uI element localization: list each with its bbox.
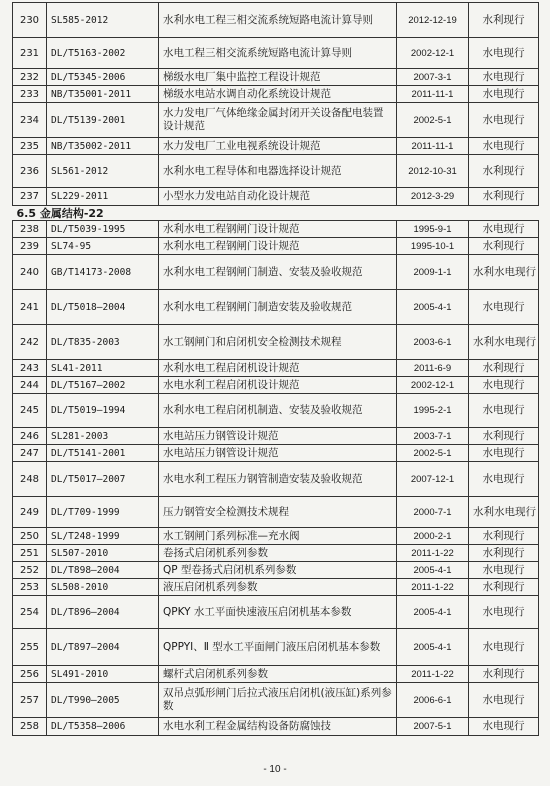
standard-title: 水利水电工程启闭机制造、安装及验收规范 — [159, 394, 397, 428]
table-row — [13, 629, 539, 666]
standard-title: 双吊点弧形闸门后拉式液压启闭机(液压缸)系列参数 — [159, 683, 397, 718]
standard-code: NB/T35001-2011 — [47, 86, 159, 103]
standard-title: QP 型卷扬式启闭机系列参数 — [159, 562, 397, 579]
row-number: 246 — [13, 428, 47, 445]
standard-code: SL491-2010 — [47, 666, 159, 683]
row-number: 257 — [13, 683, 47, 718]
standard-title: QPPYⅠ、Ⅱ 型水工平面闸门液压启闭机基本参数 — [159, 629, 397, 666]
standard-code: DL/T896—2004 — [47, 596, 159, 629]
standard-status: 水电现行 — [469, 596, 539, 629]
standard-code: DL/T5358—2006 — [47, 718, 159, 736]
table-row — [13, 377, 539, 394]
section-row-group — [13, 206, 539, 221]
table-row — [13, 69, 539, 86]
standard-title: 梯级水电厂集中监控工程设计规范 — [159, 69, 397, 86]
effective-date: 2012-10-31 — [397, 155, 469, 188]
standard-code: SL585-2012 — [47, 3, 159, 38]
row-number: 249 — [13, 497, 47, 528]
table-row — [13, 462, 539, 497]
table-row — [13, 497, 539, 528]
standard-code: DL/T5017—2007 — [47, 462, 159, 497]
standard-status: 水利现行 — [469, 666, 539, 683]
row-number: 242 — [13, 325, 47, 360]
standard-title: 水电站压力钢管设计规范 — [159, 428, 397, 445]
standard-status: 水利现行 — [469, 155, 539, 188]
standard-title: 水工钢闸门和启闭机安全检测技术规程 — [159, 325, 397, 360]
table-row — [13, 562, 539, 579]
standard-status: 水电现行 — [469, 718, 539, 736]
effective-date: 2005-4-1 — [397, 290, 469, 325]
page-number: - 10 - — [263, 764, 287, 775]
standard-code: DL/T897—2004 — [47, 629, 159, 666]
standard-title: 压力钢管安全检测技术规程 — [159, 497, 397, 528]
row-number: 252 — [13, 562, 47, 579]
standard-code: SL41-2011 — [47, 360, 159, 377]
effective-date: 2011-1-22 — [397, 666, 469, 683]
standard-status: 水利水电现行 — [469, 497, 539, 528]
standards-table — [12, 2, 539, 736]
row-number: 233 — [13, 86, 47, 103]
standard-status: 水电现行 — [469, 629, 539, 666]
effective-date: 2009-1-1 — [397, 255, 469, 290]
standard-code: SL229-2011 — [47, 188, 159, 206]
effective-date: 2011-1-22 — [397, 579, 469, 596]
standard-code: DL/T5345-2006 — [47, 69, 159, 86]
table-row — [13, 596, 539, 629]
standard-title: 水电工程三相交流系统短路电流计算导则 — [159, 38, 397, 69]
standard-status: 水电现行 — [469, 138, 539, 155]
effective-date: 2006-6-1 — [397, 683, 469, 718]
standard-status: 水利现行 — [469, 360, 539, 377]
row-number: 244 — [13, 377, 47, 394]
effective-date: 2003-7-1 — [397, 428, 469, 445]
row-number: 230 — [13, 3, 47, 38]
standard-code: SL508-2010 — [47, 579, 159, 596]
row-number: 247 — [13, 445, 47, 462]
effective-date: 2011-11-1 — [397, 86, 469, 103]
standard-status: 水利现行 — [469, 545, 539, 562]
table-row — [13, 290, 539, 325]
standard-status: 水电现行 — [469, 377, 539, 394]
table-body-before — [13, 3, 539, 206]
effective-date: 2011-11-1 — [397, 138, 469, 155]
standard-title: 液压启闭机系列参数 — [159, 579, 397, 596]
standard-status: 水电现行 — [469, 445, 539, 462]
section-heading: 6.5 金属结构-22 — [13, 206, 539, 221]
table-row — [13, 718, 539, 736]
table-row — [13, 38, 539, 69]
row-number: 253 — [13, 579, 47, 596]
standard-code: SL507-2010 — [47, 545, 159, 562]
row-number: 231 — [13, 38, 47, 69]
row-number: 238 — [13, 221, 47, 238]
effective-date: 2005-4-1 — [397, 596, 469, 629]
standard-status: 水电现行 — [469, 221, 539, 238]
standard-status: 水利现行 — [469, 238, 539, 255]
row-number: 237 — [13, 188, 47, 206]
standard-title: 水利水电工程启闭机设计规范 — [159, 360, 397, 377]
row-number: 234 — [13, 103, 47, 138]
row-number: 248 — [13, 462, 47, 497]
effective-date: 2002-5-1 — [397, 103, 469, 138]
table-row — [13, 428, 539, 445]
effective-date: 2002-12-1 — [397, 377, 469, 394]
standard-title: 水利水电工程钢闸门设计规范 — [159, 221, 397, 238]
standard-status: 水电现行 — [469, 462, 539, 497]
standard-code: DL/T5018—2004 — [47, 290, 159, 325]
row-number: 254 — [13, 596, 47, 629]
table-row — [13, 221, 539, 238]
row-number: 245 — [13, 394, 47, 428]
standard-code: DL/T835-2003 — [47, 325, 159, 360]
standard-title: 水电站压力钢管设计规范 — [159, 445, 397, 462]
table-row — [13, 3, 539, 38]
row-number: 251 — [13, 545, 47, 562]
row-number: 240 — [13, 255, 47, 290]
row-number: 258 — [13, 718, 47, 736]
table-row — [13, 394, 539, 428]
row-number: 236 — [13, 155, 47, 188]
standard-title: 水力发电厂气体绝缘金属封闭开关设备配电装置设计规范 — [159, 103, 397, 138]
standard-title: 水电水利工程压力钢管制造安装及验收规范 — [159, 462, 397, 497]
table-row — [13, 138, 539, 155]
effective-date: 1995-10-1 — [397, 238, 469, 255]
standard-code: DL/T5141-2001 — [47, 445, 159, 462]
effective-date: 1995-9-1 — [397, 221, 469, 238]
standard-title: 卷扬式启闭机系列参数 — [159, 545, 397, 562]
standard-title: 水利水电工程钢闸门制造、安装及验收规范 — [159, 255, 397, 290]
standard-code: SL281-2003 — [47, 428, 159, 445]
table-body-after — [13, 221, 539, 736]
row-number: 255 — [13, 629, 47, 666]
effective-date: 2003-6-1 — [397, 325, 469, 360]
effective-date: 2012-12-19 — [397, 3, 469, 38]
effective-date: 2005-4-1 — [397, 629, 469, 666]
standard-status: 水电现行 — [469, 683, 539, 718]
effective-date: 2007-3-1 — [397, 69, 469, 86]
standard-title: 水利水电工程钢闸门制造安装及验收规范 — [159, 290, 397, 325]
effective-date: 2007-12-1 — [397, 462, 469, 497]
standard-title: 水利水电工程导体和电器选择设计规范 — [159, 155, 397, 188]
standard-title: 螺杆式启闭机系列参数 — [159, 666, 397, 683]
row-number: 250 — [13, 528, 47, 545]
standard-status: 水电现行 — [469, 86, 539, 103]
effective-date: 2002-12-1 — [397, 38, 469, 69]
standard-title: 小型水力发电站自动化设计规范 — [159, 188, 397, 206]
effective-date: 2007-5-1 — [397, 718, 469, 736]
section-heading-row — [13, 206, 539, 221]
table-row — [13, 666, 539, 683]
table-row — [13, 579, 539, 596]
effective-date: 2000-2-1 — [397, 528, 469, 545]
standard-title: 水电水利工程启闭机设计规范 — [159, 377, 397, 394]
table-row — [13, 255, 539, 290]
standard-status: 水电现行 — [469, 38, 539, 69]
standard-code: DL/T5167—2002 — [47, 377, 159, 394]
standard-code: DL/T5163-2002 — [47, 38, 159, 69]
row-number: 241 — [13, 290, 47, 325]
table-row — [13, 238, 539, 255]
table-row — [13, 445, 539, 462]
table-row — [13, 325, 539, 360]
standard-status: 水电现行 — [469, 394, 539, 428]
effective-date: 2011-1-22 — [397, 545, 469, 562]
row-number: 256 — [13, 666, 47, 683]
standard-code: SL74-95 — [47, 238, 159, 255]
standard-code: DL/T990—2005 — [47, 683, 159, 718]
standard-code: SL/T248-1999 — [47, 528, 159, 545]
standard-title: QPKY 水工平面快速液压启闭机基本参数 — [159, 596, 397, 629]
standard-title: 水电水利工程金属结构设备防腐蚀技 — [159, 718, 397, 736]
row-number: 239 — [13, 238, 47, 255]
standard-status: 水电现行 — [469, 69, 539, 86]
table-row — [13, 103, 539, 138]
effective-date: 2000-7-1 — [397, 497, 469, 528]
standard-title: 梯级水电站水调自动化系统设计规范 — [159, 86, 397, 103]
row-number: 243 — [13, 360, 47, 377]
standard-status: 水电现行 — [469, 562, 539, 579]
standard-status: 水利现行 — [469, 528, 539, 545]
standard-code: SL561-2012 — [47, 155, 159, 188]
standard-status: 水利现行 — [469, 3, 539, 38]
standard-code: DL/T709-1999 — [47, 497, 159, 528]
effective-date: 1995-2-1 — [397, 394, 469, 428]
standard-status: 水利现行 — [469, 579, 539, 596]
standard-code: DL/T898—2004 — [47, 562, 159, 579]
table-row — [13, 86, 539, 103]
effective-date: 2012-3-29 — [397, 188, 469, 206]
row-number: 232 — [13, 69, 47, 86]
standard-title: 水工钢闸门系列标准—充水阀 — [159, 528, 397, 545]
standard-status: 水电现行 — [469, 290, 539, 325]
standard-status: 水利现行 — [469, 428, 539, 445]
standard-status: 水利水电现行 — [469, 325, 539, 360]
table-row — [13, 528, 539, 545]
standard-title: 水利水电工程三相交流系统短路电流计算导则 — [159, 3, 397, 38]
standard-code: GB/T14173-2008 — [47, 255, 159, 290]
table-row — [13, 155, 539, 188]
standard-title: 水力发电厂工业电视系统设计规范 — [159, 138, 397, 155]
table-row — [13, 683, 539, 718]
row-number: 235 — [13, 138, 47, 155]
standard-status: 水利现行 — [469, 188, 539, 206]
standard-status: 水利水电现行 — [469, 255, 539, 290]
effective-date: 2005-4-1 — [397, 562, 469, 579]
standard-code: NB/T35002-2011 — [47, 138, 159, 155]
standard-code: DL/T5019—1994 — [47, 394, 159, 428]
standard-title: 水利水电工程钢闸门设计规范 — [159, 238, 397, 255]
table-row — [13, 360, 539, 377]
table-row — [13, 545, 539, 562]
standard-code: DL/T5139-2001 — [47, 103, 159, 138]
effective-date: 2011-6-9 — [397, 360, 469, 377]
standard-status: 水电现行 — [469, 103, 539, 138]
effective-date: 2002-5-1 — [397, 445, 469, 462]
standard-code: DL/T5039-1995 — [47, 221, 159, 238]
table-row — [13, 188, 539, 206]
